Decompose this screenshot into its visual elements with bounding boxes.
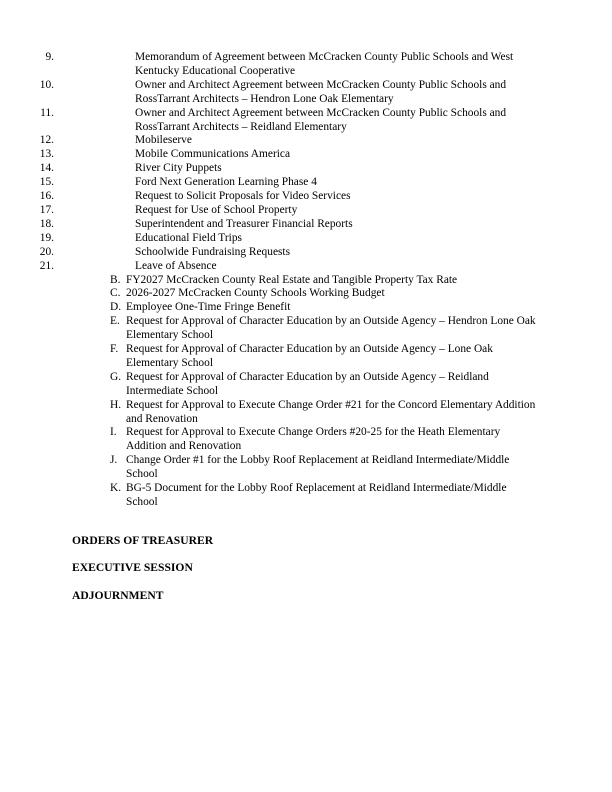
item-text: Owner and Architect Agreement between McCracken County Public Schools and RossTarrant Architects – Reidland Elementary (135, 106, 507, 133)
list-item (0, 204, 535, 218)
item-text: Memorandum of Agreement between McCracken County Public Schools and West Kentucky Educational Cooperative (135, 51, 514, 77)
section-heading-executive: EXECUTIVE SESSION (72, 561, 193, 574)
list-item (0, 274, 538, 288)
item-number: 11. (40, 106, 54, 119)
item-text: Request for Use of School Property (135, 203, 298, 216)
item-text: FY2027 McCracken County Real Estate and Tangible Property Tax Rate (126, 273, 458, 286)
list-item (0, 454, 538, 482)
item-letter: D. (110, 301, 122, 314)
item-text: Schoolwide Fundraising Requests (135, 245, 291, 258)
item-letter: C. (110, 287, 121, 300)
item-text: Request for Approval of Character Education by an Outside Agency – Reidland Intermediate School (126, 370, 489, 397)
item-letter: F. (110, 343, 119, 356)
item-text: Request for Approval to Execute Change Orders #20-25 for the Heath Elementary Addition and Renovation (126, 426, 501, 453)
item-number: 9. (45, 51, 54, 63)
item-letter: G. (110, 370, 122, 383)
list-item (0, 176, 535, 190)
item-text: Request for Approval of Character Education by an Outside Agency – Lone Oak Elementary School (126, 343, 493, 369)
list-item (0, 371, 538, 399)
list-item (0, 162, 535, 176)
section-heading-adjournment: ADJOURNMENT (72, 589, 164, 602)
item-number: 12. (39, 134, 54, 147)
item-number: 10. (39, 78, 54, 91)
item-text: Educational Field Trips (135, 231, 242, 244)
item-number: 20. (39, 245, 54, 258)
item-text: Owner and Architect Agreement between McCracken County Public Schools and RossTarrant Architects – Hendron Lone Oak Elementary (135, 78, 507, 105)
list-item (0, 107, 535, 135)
item-text: BG-5 Document for the Lobby Roof Replacement at Reidland Intermediate/Middle School (126, 482, 507, 508)
item-text: Change Order #1 for the Lobby Roof Replacement at Reidland Intermediate/Middle School (126, 454, 510, 481)
item-number: 18. (39, 217, 54, 230)
item-number: 15. (39, 176, 54, 189)
list-item (0, 482, 538, 510)
agenda-list (0, 51, 612, 510)
item-letter: E. (110, 315, 120, 328)
item-text: Superintendent and Treasurer Financial Reports (135, 217, 353, 230)
list-item (0, 426, 538, 454)
list-item (0, 218, 535, 232)
item-text: Mobileserve (135, 134, 192, 147)
item-number: 16. (39, 190, 54, 203)
item-letter: B. (110, 273, 121, 286)
list-item (0, 134, 535, 148)
item-number: 13. (39, 148, 54, 161)
list-item (0, 287, 538, 301)
item-text: 2026-2027 McCracken County Schools Working Budget (126, 287, 385, 300)
item-letter: I. (110, 426, 117, 439)
list-item (0, 51, 535, 79)
list-item (0, 148, 535, 162)
item-text: Request to Solicit Proposals for Video Services (135, 190, 351, 203)
item-letter: K. (110, 482, 122, 495)
item-text: Employee One-Time Fringe Benefit (126, 301, 291, 314)
item-number: 14. (39, 162, 54, 175)
item-text: Mobile Communications America (135, 148, 291, 161)
item-text: Request for Approval to Execute Change Order #21 for the Concord Elementary Addition and Renovation (126, 398, 536, 425)
list-item (0, 315, 538, 343)
list-item (0, 232, 535, 246)
list-item (0, 246, 535, 260)
list-item (0, 399, 538, 427)
item-number: 21. (39, 259, 54, 272)
list-item (0, 260, 535, 274)
item-letter: J. (110, 454, 118, 467)
list-item (0, 343, 538, 371)
list-item (0, 79, 535, 107)
item-letter: H. (110, 398, 122, 411)
item-text: Ford Next Generation Learning Phase 4 (135, 176, 317, 189)
item-text: River City Puppets (135, 162, 222, 175)
list-item (0, 190, 535, 204)
item-text: Leave of Absence (135, 259, 217, 272)
item-number: 17. (39, 203, 54, 216)
item-text: Request for Approval of Character Education by an Outside Agency – Hendron Lone Oak Elementary School (126, 315, 536, 342)
list-item (0, 301, 538, 315)
section-heading-orders: ORDERS OF TREASURER (72, 534, 214, 547)
item-number: 19. (39, 231, 54, 244)
